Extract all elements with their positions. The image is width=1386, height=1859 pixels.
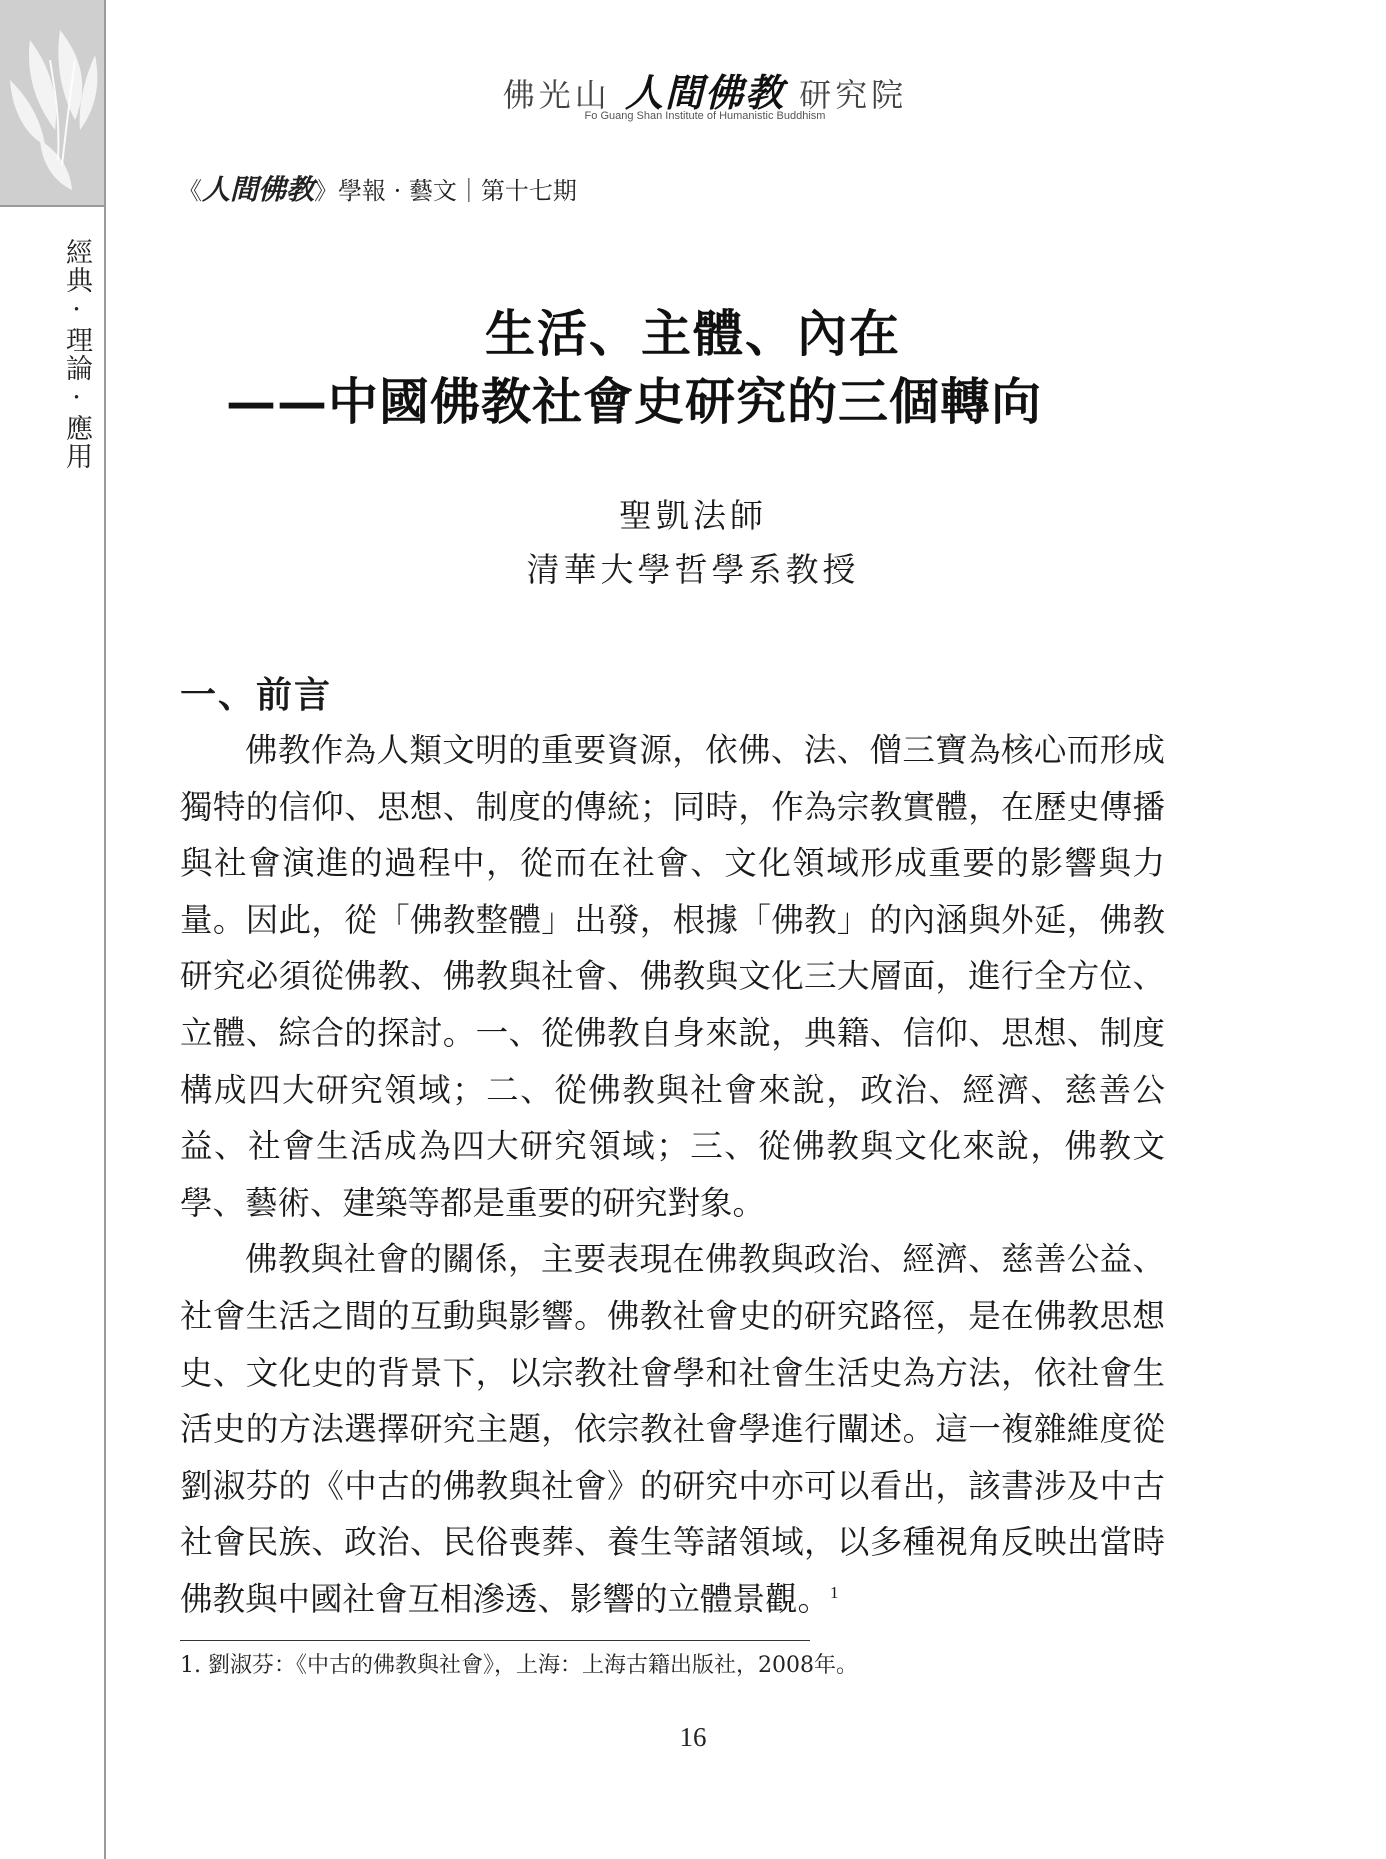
paragraph-text: 佛教與社會的關係，主要表現在佛教與政治、經濟、慈善公益、社會生活之間的互動與影響。佛教社會史的研究路徑，是在佛教思想史、文化史的背景下，以宗教社會學和社會生活史為方法，依社會生活史的方法選擇研究主題，依宗教社會學進行闡述。這一複雜維度從劉淑芬的《中古的佛教與社會》的研究中亦可以看出，該書涉及中古社會民族、政治、民俗喪葬、養生等諸領域，以多種視角反映出當時佛教與中國社會互相滲透、影響的立體景觀。 (180, 1240, 1165, 1618)
side-divider (104, 0, 106, 1859)
author-affiliation: 清華大學哲學系教授 (526, 550, 860, 589)
page-number: 16 (679, 1722, 707, 1752)
journal-issue: 》學報 · 藝文｜第十七期 (314, 177, 577, 205)
institute-suffix: 研究院 (799, 76, 908, 114)
article-title: 生活、主體、內在 (485, 304, 901, 363)
journal-brand: 人間佛教 (202, 173, 315, 206)
article-subtitle: ——中國佛教社會史研究的三個轉向 (226, 372, 1042, 431)
footnote-rule (180, 1640, 810, 1641)
institute-header (490, 62, 920, 117)
footnote-marker[interactable]: 1 (830, 1583, 839, 1603)
paragraph: 佛教作為人類文明的重要資源，依佛、法、僧三寶為核心而形成獨特的信仰、思想、制度的傳統；同時，作為宗教實體，在歷史傳播與社會演進的過程中，從而在社會、文化領域形成重要的影響與力量。因此，從「佛教整體」出發，根據「佛教」的內涵與外延，佛教研究必須從佛教、佛教與社會、佛教與文化三大層面，進行全方位、立體、綜合的探討。一、從佛教自身來說，典籍、信仰、思想、制度構成四大研究領域；二、從佛教與社會來說，政治、經濟、慈善公益、社會生活成為四大研究領域；三、從佛教與文化來說，佛教文學、藝術、建築等都是重要的研究對象。 (180, 731, 1165, 1222)
corner-divider (0, 205, 106, 207)
corner-decoration (0, 0, 104, 205)
lotus-icon (0, 0, 104, 205)
footnote: 1. 劉淑芬：《中古的佛教與社會》，上海：上海古籍出版社，2008年。 (180, 1653, 858, 1678)
section-side-label: 經典·理論·應用 (61, 238, 92, 470)
journal-running-head (178, 168, 577, 208)
body-text (180, 722, 1165, 1628)
institute-english-name: Fo Guang Shan Institute of Humanistic Buddhism (584, 110, 826, 122)
paragraph (180, 1231, 1165, 1627)
journal-open-bracket: 《 (178, 177, 202, 205)
author-name: 聖凱法師 (619, 496, 767, 535)
institute-brand: 人間佛教 (624, 70, 785, 115)
section-heading: 一、前言 (180, 674, 333, 716)
institute-prefix: 佛光山 (502, 76, 611, 114)
